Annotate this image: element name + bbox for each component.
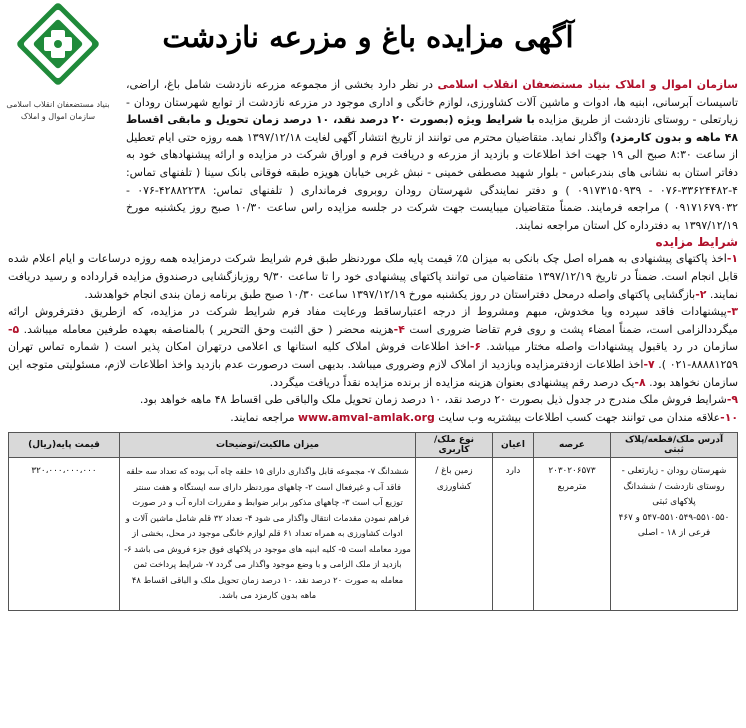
condition-number: ۸- bbox=[634, 375, 646, 389]
condition-number: ۷- bbox=[643, 357, 655, 371]
cell-address: شهرستان رودان - زیارتعلی - روستای نازدشت / ششدانگ پلاکهای ثبتی ۵۵۱۰۵۵۰-۵۵۱۰۵۴۹-۵۴۷ و ۴۶۷ فرعی از ۱۸ - اصلی bbox=[611, 458, 738, 611]
col-description: میزان مالکیت/توضیحات bbox=[120, 433, 416, 458]
table-row bbox=[9, 458, 738, 611]
cell-area: ۲۰۳۰۲۰۶۵۷۳ مترمربع bbox=[534, 458, 611, 611]
property-table bbox=[8, 432, 738, 611]
condition-number: ۱۰- bbox=[720, 410, 738, 424]
condition-text: سازمان در رد یاقبول پیشنهادات واصله مختار میباشد. bbox=[481, 340, 738, 354]
condition-number: ۶- bbox=[469, 340, 482, 354]
condition-text: پیشنهادات فاقد سپرده ویا مخدوش، مبهم ومشروط از درجه اعتبارساقط ورعایت مفاد فرم شرایط شرکت در مزایده، که ازطریق دفترفروش ارائه میگرددالزامی است، ضمناً امضاء پشت و روی فرم تقاضا ضروری است bbox=[8, 305, 738, 336]
table-header-row bbox=[9, 433, 738, 458]
col-building: اعیان bbox=[493, 433, 534, 458]
col-address: آدرس ملک/قطعه/پلاک ثبتی bbox=[611, 433, 738, 458]
header bbox=[8, 6, 738, 76]
foundation-logo-icon bbox=[2, 2, 114, 98]
cell-building: دارد bbox=[493, 458, 534, 611]
intro-paragraph bbox=[126, 76, 738, 234]
condition-text: اخذ پاکتهای پیشنهادی به همراه اصل چک بانکی به میزان ۵٪ قیمت پایه ملک موردنظر طبق فرم شرایط شرکت درمزایده همه روزه درساعات و ایام اعلام شده قابل انجام است. ضمناً در تاریخ ۱۳۹۷/۱۲/۱۹ متقاضیان می توانند پاکتهای پیشنهادی خود را تا ساعت ۹/۳۰ روزبازگشایی درصندوق مزایده قرارداده و رسید دریافت نمایند. bbox=[8, 252, 738, 301]
logo-caption-2: سازمان اموال و املاک bbox=[20, 112, 96, 121]
cell-description: ششدانگ ۷- مجموعه قابل واگذاری دارای ۱۵ حلقه چاه آب بوده که تعداد سه حلقه فاقد آب و غیرفعال است ۲- چاههای موردنظر دارای سه ایستگاه و هفت سنتر توزیع آب است ۳- چاههای مذکور برابر ضوابط و مقررات اداره آب و در صورت فراهم نمودن مقدمات انتقال واگذار می شود ۴- تعداد ۳۲ قلم شامل ماشین آلات و ادوات کشاورزی به همراه تعداد ۶۱ قلم لوازم خانگی موجود در محل، بخشی از مورد معامله است ۵- کلیه ابنیه های موجود در پلاکهای فوق جزء فروش می باشد ۶- بازدید از ملک الزامی و با وضع موجود واگذار می گردد ۷- شرایط پرداخت ثمن معامله به صورت ۲۰ درصد نقد، ۱۰ درصد زمان تحویل ملک و الباقی اقساط ۴۸ ماهه بدون کارمزد می باشد. bbox=[120, 458, 416, 611]
condition-number: ۵- bbox=[8, 322, 20, 336]
conditions-title: شرایط مزایده bbox=[655, 235, 738, 250]
conditions-list bbox=[8, 250, 738, 426]
cell-price: ۳۲۰،۰۰۰،۰۰۰،۰۰۰ bbox=[9, 458, 120, 611]
condition-text: مراجعه نمایند. bbox=[230, 410, 298, 424]
condition-text: اخذ اطلاعات ازدفترمزایده وبازدید از املاک لازم وضروری میباشد. بدیهی است درصورت عدم بازدید واخذ اطلاعات لازم، مسئولیتی متوجه این سازمان نخواهد بود. bbox=[8, 357, 738, 389]
foundation-logo bbox=[2, 2, 114, 121]
condition-number: ۱- bbox=[726, 252, 739, 266]
intro-text-1: در نظر دارد بخشی از مجموعه مزرعه نازدشت شامل باغ، اراضی، تاسیسات آبرسانی، ابنیه ها، ادوات و ماشین آلات کشاورزی، لوازم خانگی و اداری موجود در مزرعه نازدشت از توابع شهرستان رودان - زیارتعلی - روستای نازدشت از طریق مزایده bbox=[126, 78, 739, 127]
col-price: قیمت پایه(ریال) bbox=[9, 433, 120, 458]
condition-text: هزینه محضر ( حق الثبت وحق التحریر ) بالمناصفه بعهده طرفین معامله میباشد. bbox=[19, 322, 394, 336]
condition-text: شرایط فروش ملک مندرج در جدول ذیل بصورت ۲۰ درصد نقد، ۱۰ درصد زمان تحویل ملک والباقی طی اقساط ۴۸ ماهه خواهد بود. bbox=[139, 393, 727, 407]
condition-number: ۴- bbox=[393, 322, 405, 336]
cell-type: زمین باغ / کشاورزی bbox=[416, 458, 493, 611]
logo-caption-1: بنیاد مستضعفان انقلاب اسلامی bbox=[6, 100, 110, 109]
condition-number: ۲- bbox=[695, 287, 707, 301]
condition-text: یک درصد رقم پیشنهادی بعنوان هزینه مزایده از برنده مزایده نقداً دریافت میگردد. bbox=[269, 375, 635, 389]
org-name: سازمان اموال و املاک بنیاد مستضعفان انقلاب اسلامی bbox=[437, 78, 738, 91]
condition-number: ۹- bbox=[726, 393, 738, 407]
page-title: آگهی مزایده باغ و مزرعه نازدشت bbox=[162, 20, 574, 54]
condition-number: ۳- bbox=[726, 305, 738, 319]
col-area: عرصه bbox=[534, 433, 611, 458]
intro-text-2: واگذار نماید. متقاضیان محترم می توانند از تاریخ انتشار آگهی لغایت ۱۳۹۷/۱۲/۱۸ همه روزه حتی ایام تعطیل از ساعت ۸:۳۰ صبح الی ۱۹ جهت اخذ اطلاعات و بازدید از مزرعه و دریافت فرم و اوراق شرکت در مزایده و ارائه پیشنهادهای خود به دفاتر استان به نشانی های بندرعباس - بلوار شهید مصطفی خمینی - نبش غربی خیابان هویزه طبقه فوقانی بانک سینا ( تلفنهای تماس: ۴-۳۳۶۲۴۴۸۲-۰۷۶ - ۰۹۱۷۳۱۵۰۹۳۹ ) و دفتر نمایندگی شهرستان رودان روبروی فرمانداری ( تلفنهای تماس: ۴۲۸۸۲۲۳۸-۰۷۶ - ۰۹۱۷۱۶۷۹۰۳۲ ) مراجعه فرمایند. ضمناً متقاضیان میبایست جهت شرکت در جلسه مزایده راس ساعت ۱۰/۳۰ صبح روز یکشنبه مورخ ۱۳۹۷/۱۲/۱۹ به دفترداره کل استان مراجعه نمایند. bbox=[126, 130, 738, 232]
website-link[interactable]: www.amval-amlak.org bbox=[298, 410, 435, 424]
condition-text: علاقه مندان می توانند جهت کسب اطلاعات بیشتربه وب سایت bbox=[434, 410, 721, 424]
condition-text: اخذ اطلاعات فروش املاک کلیه استانها ی اعلامی درتهران امکان پذیر است ( شماره تماس تهران ۸۸۸۸۱۲۵۹-۰۲۱ ). bbox=[8, 340, 738, 371]
intro-special-terms: با شرایط ویژه (بصورت ۲۰ درصد نقد، ۱۰ درصد زمان تحویل و مابقی اقساط ۴۸ ماهه و بدون کارمزد) bbox=[126, 113, 738, 144]
col-type: نوع ملک/کاربری bbox=[416, 433, 493, 458]
condition-text: بازگشایی پاکتهای واصله درمحل دفتراستان در روز یکشنبه مورخ ۱۳۹۷/۱۲/۱۹ ساعت ۱۰/۳۰ صبح طبق برنامه زمان بندی انجام خواهدشد. bbox=[84, 287, 696, 301]
